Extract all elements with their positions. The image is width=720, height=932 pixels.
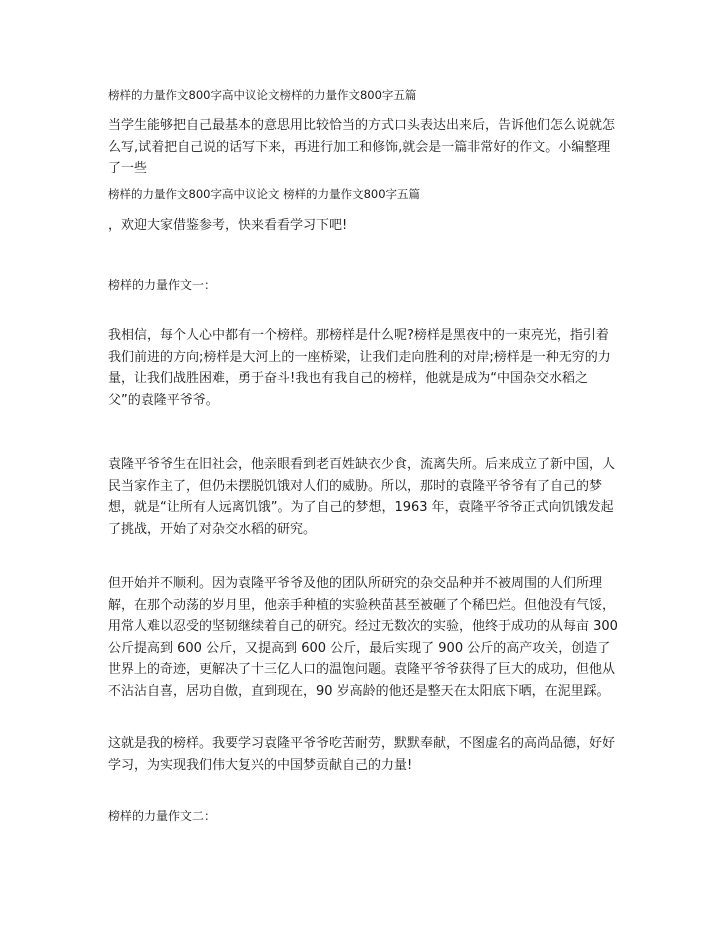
essay2-heading: 榜样的力量作文二： xyxy=(108,809,217,823)
intro-paragraph: 当学生能够把自己最基本的意思用比较恰当的方式口头表达出来后，告诉他们怎么说就怎么写,试着把自己说的话写下来，再进行加工和修饰,就会是一篇非常好的作文。小编整理了一些 xyxy=(108,118,616,176)
essay1-paragraph-1: 我相信，每个人心中都有一个榜样。那榜样是什么呢?榜样是黑夜中的一束亮光，指引着我们前进的方向;榜样是大河上的一座桥梁，让我们走向胜利的对岸;榜样是一种无穷的力量，让我们战胜困难，勇于奋斗!我也有我自己的榜样，他就是成为“中国杂交水稻之父”的袁隆平爷爷。 xyxy=(108,328,611,408)
essay1-paragraph-4: 这就是我的榜样。我要学习袁隆平爷爷吃苦耐劳，默默奉献，不图虚名的高尚品德，好好学习，为实现我们伟大复兴的中国梦贡献自己的力量! xyxy=(108,736,616,773)
document-subtitle: 榜样的力量作文800字高中议论文 榜样的力量作文800字五篇 xyxy=(108,187,421,201)
essay1-paragraph-2: 袁隆平爷爷生在旧社会，他亲眼看到老百姓缺衣少食，流离失所。后来成立了新中国，人民当家作主了，但仍未摆脱饥饿对人们的威胁。所以，那时的袁隆平爷爷有了自己的梦想，就是“让所有人远离饥饿”。为了自己的梦想，1963 年，袁隆平爷爷正式向饥饿发起了挑战，开始了对杂交水稻的研究。 xyxy=(108,457,616,537)
essay1-heading: 榜样的力量作文一： xyxy=(108,278,217,292)
welcome-line: ，欢迎大家借鉴参考，快来看看学习下吧! xyxy=(108,218,348,233)
essay1-paragraph-3: 但开始并不顺利。因为袁隆平爷爷及他的团队所研究的杂交品种并不被周围的人们所理解，在那个动荡的岁月里，他亲手种植的实验秧苗甚至被砸了个稀巴烂。但他没有气馁，用常人难以忍受的坚韧继续着自己的研究。经过无数次的实验，他终于成功的从每亩 300 公斤提高到 600 公斤，又提高到 600 公斤，最后实现了 900 公斤的高产攻关，创造了世界上的奇迹，更解决了十三亿人口的温饱问题。袁隆平爷爷获得了巨大的成功，但他从不沾沾自喜，居功自傲，直到现在，90 岁高龄的他还是整天在太阳底下晒，在泥里踩。 xyxy=(108,576,618,699)
document-title: 榜样的力量作文800字高中议论文榜样的力量作文800字五篇 xyxy=(108,88,417,102)
